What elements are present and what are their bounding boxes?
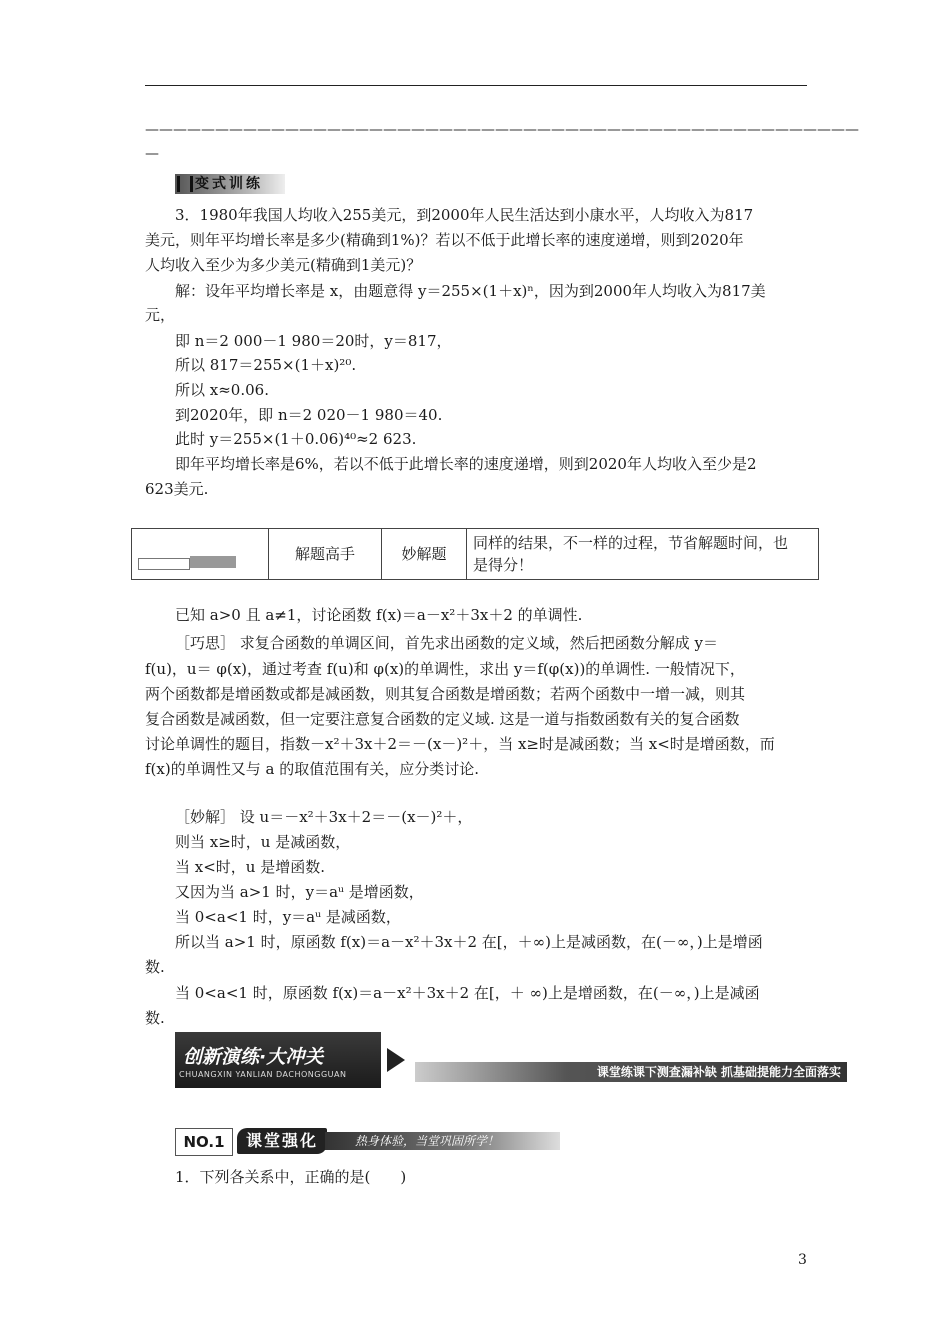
q3-solution-3: 所以 817＝255×(1＋x)²⁰.: [175, 356, 357, 374]
q3-solution-2: 即 n＝2 000－1 980＝20时，y＝817，: [175, 332, 452, 350]
solution-line1: ［妙解］ 设 u＝－x²＋3x＋2＝－(x－)²＋，: [175, 808, 473, 826]
hint-line1: ［巧思］ 求复合函数的单调区间，首先求出函数的定义域，然后把函数分解成 y＝: [175, 634, 719, 652]
solution-line5: 当 0<a<1 时，y＝aᵘ 是减函数，: [175, 908, 401, 926]
table-cell-desc: 同样的结果，不一样的过程，节省解题时间，也 是得分！: [467, 529, 819, 580]
banner-title-block: 创新演练·大冲关 CHUANGXIN YANLIAN DACHONGGUAN: [175, 1032, 381, 1088]
solution-line3: 当 x<时，u 是增函数.: [175, 858, 325, 876]
hint-line3: 两个函数都是增函数或都是减函数，则其复合函数是增函数；若两个函数中一增一减，则其: [145, 685, 746, 703]
hint-line2: f(u)，u＝ φ(x)，通过考查 f(u)和 φ(x)的单调性，求出 y＝f(φ(x))的单调性. 一般情况下，: [145, 660, 745, 678]
q3-solution-7b: 623美元.: [145, 480, 209, 498]
section-heading-classroom: NO.1 课堂强化 热身体验，当堂巩固所学！: [175, 1128, 560, 1154]
q3-line3: 人均收入至少为多少美元(精确到1美元)？: [145, 256, 422, 274]
solution-line7b: 数.: [145, 1009, 165, 1027]
q3-line2: 美元，则年平均增长率是多少(精确到1%)？若以不低于此增长率的速度递增，则到2020年: [145, 231, 744, 249]
solution-line7: 当 0<a<1 时，原函数 f(x)＝a－x²＋3x＋2 在[，＋ ∞)上是增函数，在(－∞，)上是减函: [175, 984, 760, 1002]
solution-line4: 又因为当 a>1 时，y＝aᵘ 是增函数，: [175, 883, 424, 901]
q3-solution-1: 解：设年平均增长率是 x，由题意得 y＝255×(1＋x)ⁿ，因为到2000年人均收入为817美: [175, 282, 766, 300]
q3-line1: 3．1980年我国人均收入255美元，到2000年人民生活达到小康水平，人均收入为817: [175, 206, 754, 224]
top-rule: [145, 85, 807, 86]
solution-line2: 则当 x≥时，u 是减函数，: [175, 833, 351, 851]
banner-slogan-bar: 课堂练课下测查漏补缺 抓基础提能力全面落实: [415, 1062, 847, 1082]
table-cell-smart: 妙解题: [382, 529, 467, 580]
table-cell-expert: 解题高手: [269, 529, 382, 580]
answer-line-end: —: [145, 146, 159, 162]
answer-line: ———————————————————————————————————————————————————: [145, 122, 859, 138]
hint-line4: 复合函数是减函数，但一定要注意复合函数的定义域. 这是一道与指数函数有关的复合函数: [145, 710, 740, 728]
hint-line5: 讨论单调性的题目，指数－x²＋3x＋2＝－(x－)²＋，当 x≥时是减函数；当 x<时是增函数，而: [145, 735, 775, 753]
table-logo-cell: [132, 529, 269, 580]
table-logo-icon: [138, 554, 238, 568]
play-arrow-icon: [387, 1048, 405, 1072]
question-1: 1．下列各关系中，正确的是( ): [175, 1168, 407, 1186]
q3-solution-7: 即年平均增长率是6%，若以不低于此增长率的速度递增，则到2020年人均收入至少是2: [175, 455, 757, 473]
q3-solution-1b: 元，: [145, 306, 176, 324]
section-tag-variant-training: 变式训练: [175, 174, 285, 194]
hint-line6: f(x)的单调性又与 a 的取值范围有关，应分类讨论.: [145, 760, 479, 778]
solution-line6: 所以当 a>1 时，原函数 f(x)＝a－x²＋3x＋2 在[，＋∞)上是减函数，在(－∞，)上是增函: [175, 933, 763, 951]
expert-table: [131, 528, 819, 580]
q3-solution-5: 到2020年，即 n＝2 020－1 980＝40.: [175, 406, 443, 424]
q3-solution-6: 此时 y＝255×(1＋0.06)⁴⁰≈2 623.: [175, 430, 417, 448]
solution-line6b: 数.: [145, 958, 165, 976]
page-number: 3: [798, 1252, 807, 1268]
tag-bars-icon: [177, 176, 193, 192]
chapter-banner: [175, 1032, 847, 1088]
q3-solution-4: 所以 x≈0.06.: [175, 381, 269, 399]
problem-statement: 已知 a>0 且 a≠1，讨论函数 f(x)＝a－x²＋3x＋2 的单调性.: [175, 606, 583, 624]
